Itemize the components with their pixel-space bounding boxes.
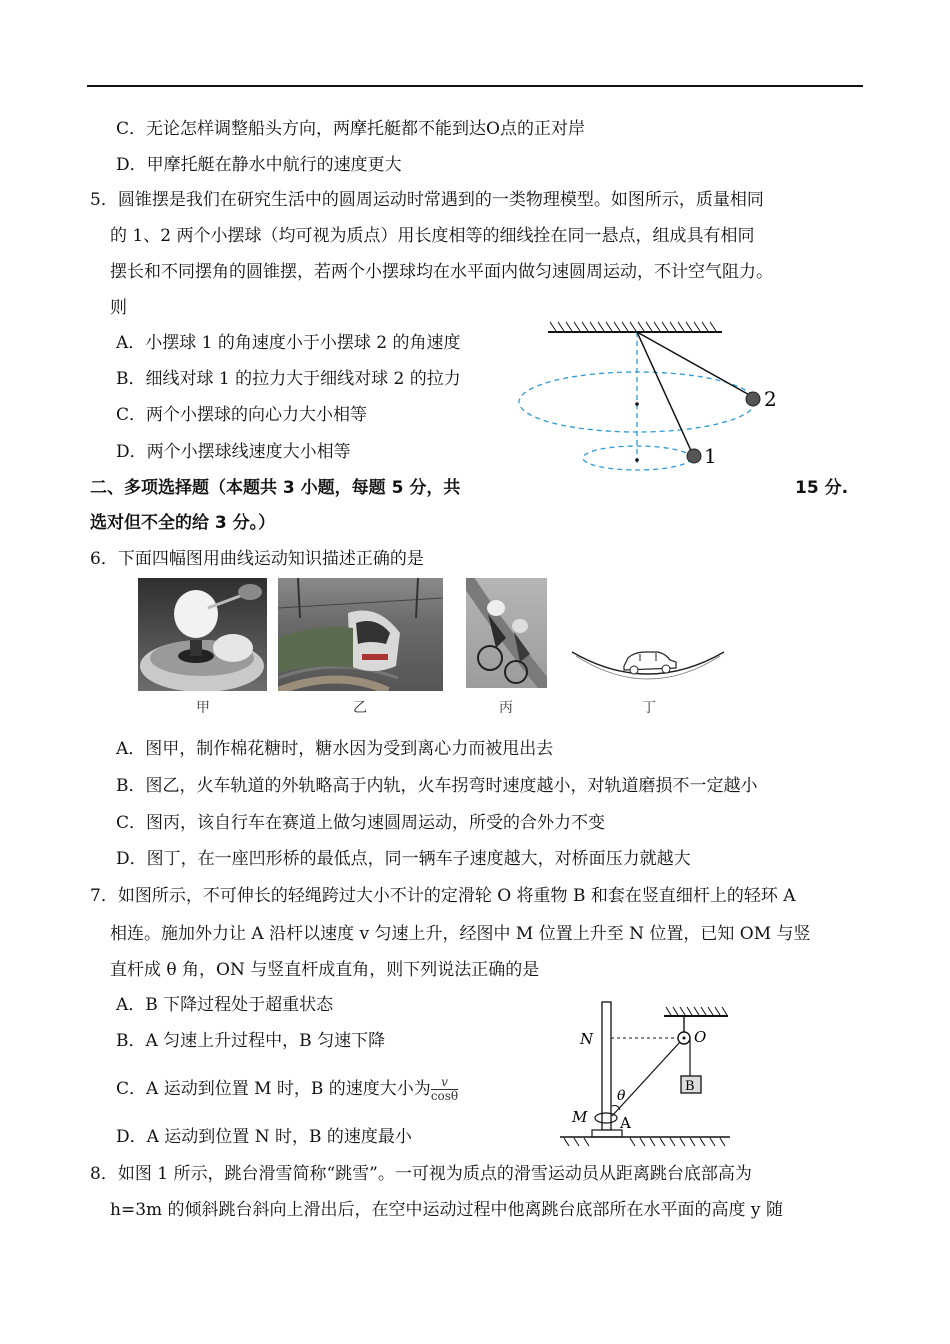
q7-option-c-text: C．A 运动到位置 M 时，B 的速度大小为 [116,1079,431,1099]
header-rule [87,85,863,87]
q6-option-d: D．图丁，在一座凹形桥的最低点，同一辆车子速度越大，对桥面压力就越大 [116,849,691,869]
section2-header-line2: 选对但不全的给 3 分。） [90,513,276,533]
q5-option-a: A．小摆球 1 的角速度小于小摆球 2 的角速度 [116,333,461,353]
q8-stem-line2: h=3m 的倾斜跳台斜向上滑出后，在空中运动过程中他离跳台底部所在水平面的高度 y 随 [110,1200,783,1220]
q7-option-c [116,1076,458,1103]
q4-option-d: D．甲摩托艇在静水中航行的速度更大 [116,155,402,175]
section2-header: 二、多项选择题（本题共 3 小题，每题 5 分，共 [90,478,461,498]
section2-header-score: 15 分. [795,478,849,498]
pulley-figure [560,1000,740,1150]
q6-option-c: C．图丙，该自行车在赛道上做匀速圆周运动，所受的合外力不变 [116,813,606,833]
concave-bridge-drawing [568,630,728,690]
q7-stem-line3: 直杆成 θ 角，ON 与竖直杆成直角，则下列说法正确的是 [110,960,540,980]
ring-a-label: A [620,1114,631,1132]
photo-cyclists [466,578,547,688]
angle-theta-label: θ [617,1088,626,1104]
q5-option-b: B．细线对球 1 的拉力大于细线对球 2 的拉力 [116,369,461,389]
ball-1-label: 1 [704,444,717,468]
point-n-label: N [580,1030,594,1048]
caption-yi: 乙 [353,700,367,716]
q6-option-a: A．图甲，制作棉花糖时，糖水因为受到离心力而被甩出去 [116,739,554,759]
block-b-label: B [685,1079,695,1094]
point-o-label: O [694,1028,707,1046]
q5-stem-line4: 则 [110,298,127,318]
conical-pendulum-figure [510,318,810,478]
caption-ding: 丁 [642,700,656,716]
fraction-denominator: cosθ [430,1089,459,1103]
photo-train [278,578,443,691]
q7-option-b: B．A 匀速上升过程中，B 匀速下降 [116,1031,386,1051]
q7-stem-line1: 7．如图所示，不可伸长的轻绳跨过大小不计的定滑轮 O 将重物 B 和套在竖直细杆上的轻环 A [90,886,796,906]
q5-stem-line3: 摆长和不同摆角的圆锥摆，若两个小摆球均在水平面内做匀速圆周运动，不计空气阻力。 [110,262,773,282]
q7-option-d: D．A 运动到位置 N 时，B 的速度最小 [116,1127,412,1147]
q7-stem-line2: 相连。施加外力让 A 沿杆以速度 v 匀速上升，经图中 M 位置上升至 N 位置，已知 OM 与竖 [110,924,811,944]
ball-2-label: 2 [764,387,777,411]
fraction-numerator: v [431,1076,458,1090]
q5-stem-line2: 的 1、2 两个小摆球（均可视为质点）用长度相等的细线拴在同一悬点，组成具有相同 [110,226,755,246]
q5-option-d: D．两个小摆球线速度大小相等 [116,442,351,462]
caption-bing: 丙 [499,700,513,716]
q5-option-c: C．两个小摆球的向心力大小相等 [116,405,368,425]
velocity-fraction [431,1076,458,1103]
q6-option-b: B．图乙，火车轨道的外轨略高于内轨，火车拐弯时速度越小，对轨道磨损不一定越小 [116,776,758,796]
photo-cotton-candy [138,578,267,691]
q4-option-c: C．无论怎样调整船头方向，两摩托艇都不能到达O点的正对岸 [116,119,585,139]
point-m-label: M [572,1108,588,1126]
q5-stem-line1: 5．圆锥摆是我们在研究生活中的圆周运动时常遇到的一类物理模型。如图所示，质量相同 [90,190,764,210]
caption-jia: 甲 [196,700,210,716]
q8-stem-line1: 8．如图 1 所示，跳台滑雪简称“跳雪”。一可视为质点的滑雪运动员从距离跳台底部高为 [90,1164,752,1184]
q6-stem: 6．下面四幅图用曲线运动知识描述正确的是 [90,549,424,569]
q7-option-a: A．B 下降过程处于超重状态 [116,995,334,1015]
